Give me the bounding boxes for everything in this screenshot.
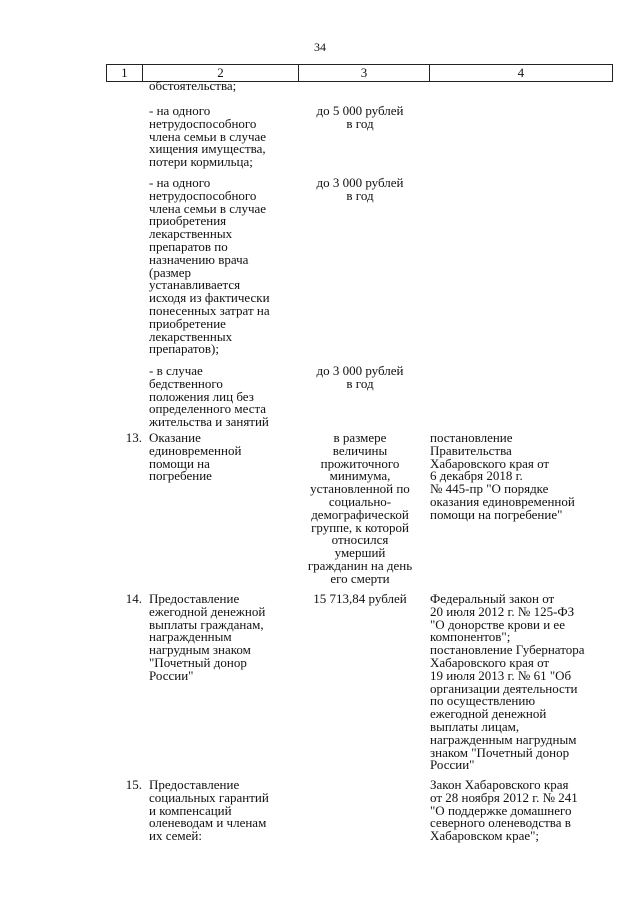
- row-name: Предоставление социальных гарантий и компенсаций оленеводам и членам их семей:: [149, 777, 269, 844]
- row-name: Оказание единовременной помощи на погребение: [149, 430, 242, 484]
- sub-item-amount: до 3 000 рублей в год: [316, 175, 404, 203]
- row-basis: Закон Хабаровского края от 28 ноября 2012 г. № 241 "О поддержке домашнего северного оленеводства в Хабаровском крае";: [430, 777, 578, 844]
- sub-item-text: - на одного нетрудоспособного члена семьи в случае приобретения лекарственных препаратов по назначению врача (размер устанавливается исходя из фактически понесенных затрат на приобретение лекарственных препаратов);: [149, 175, 270, 357]
- row-number: 15.: [125, 777, 142, 792]
- sub-item-text: - на одного нетрудоспособного члена семьи в случае хищения имущества, потери кормильца;: [149, 103, 267, 170]
- header-col-1: 1: [107, 65, 143, 81]
- header-col-4: 4: [517, 65, 525, 80]
- row-amount: 15 713,84 рублей: [313, 591, 407, 606]
- sub-item-text: - в случае бедственного положения лиц без определенного места жительства и занятий: [149, 363, 269, 430]
- header-col-3: 3: [299, 65, 429, 81]
- sub-item-amount: до 3 000 рублей в год: [316, 363, 404, 391]
- continuation-text: обстоятельства;: [149, 78, 237, 93]
- row-basis: постановление Правительства Хабаровского края от 6 декабря 2018 г. № 445-пр "О порядке оказания единовременной помощи на погребение": [430, 430, 575, 522]
- header-col-2: 2: [143, 65, 299, 81]
- sub-item-amount: до 5 000 рублей в год: [316, 103, 404, 131]
- row-number: 14.: [125, 591, 142, 606]
- row-basis: Федеральный закон от 20 июля 2012 г. № 125-ФЗ "О донорстве крови и ее компонентов"; постановление Губернатора Хабаровского края от 19 июля 2013 г. № 61 "Об организации деятельности по осуществлению ежегодной денежной выплаты лицам, награжденным нагрудным знаком "Почетный донор России": [430, 591, 585, 773]
- row-number: 13.: [125, 430, 142, 445]
- page-number: 34: [314, 40, 326, 54]
- row-amount: в размере величины прожиточного минимума, установленной по социально- демографической группе, к которой относился умерший гражданин на день его смерти: [307, 430, 413, 586]
- row-name: Предоставление ежегодной денежной выплаты гражданам, награжденным нагрудным знаком "Почетный донор России": [149, 591, 266, 683]
